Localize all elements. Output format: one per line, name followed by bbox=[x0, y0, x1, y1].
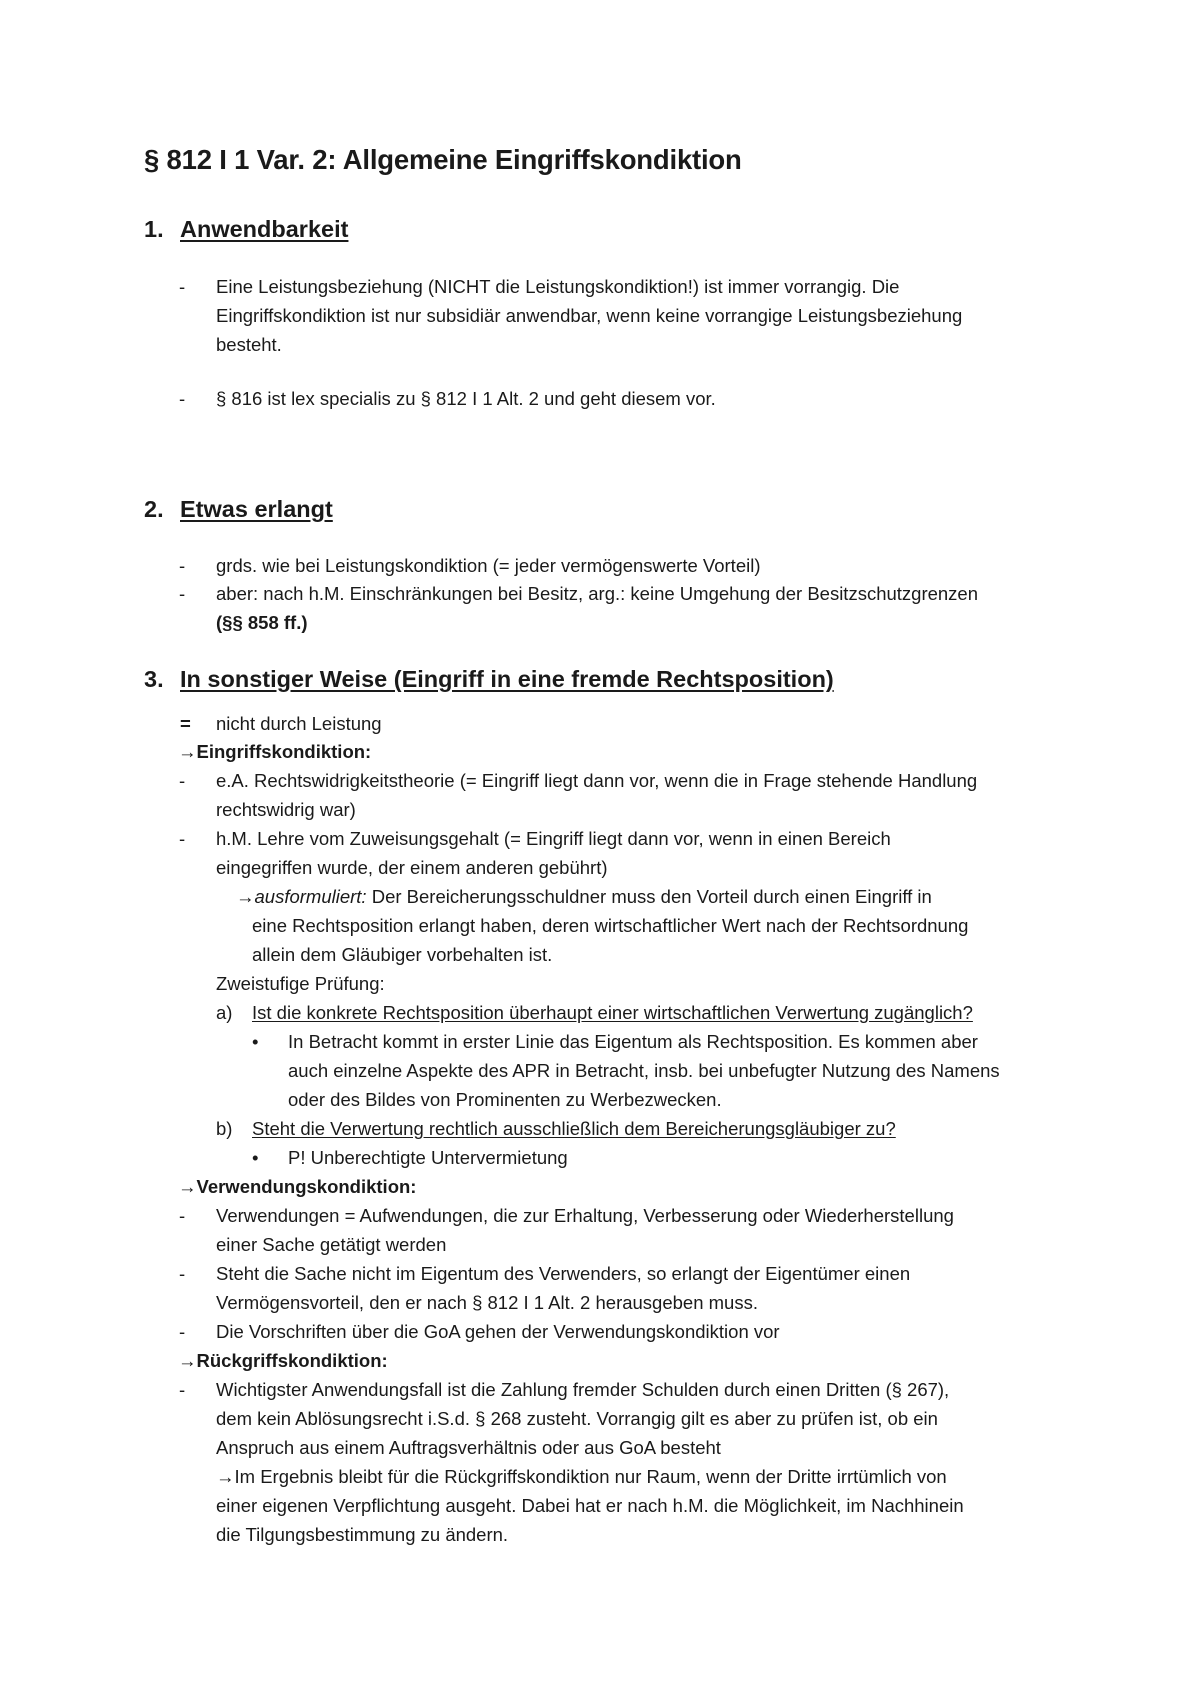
arrow-icon: → bbox=[216, 1466, 235, 1487]
list-item-text: Steht die Sache nicht im Eigentum des Verwenders, so erlangt der Eigentümer einen bbox=[216, 1263, 911, 1284]
list-item-text: Die Vorschriften über die GoA gehen der Verwendungskondiktion vor bbox=[216, 1321, 780, 1342]
list-item-text: (§§ 858 ff.) bbox=[216, 612, 308, 633]
arrow-icon: → bbox=[178, 1350, 197, 1371]
equals-sign: = bbox=[180, 713, 191, 734]
list-item-text: Eine Leistungsbeziehung (NICHT die Leistungskondiktion!) ist immer vorrangig. Die bbox=[216, 276, 900, 297]
list-dash: - bbox=[179, 1205, 186, 1226]
equals-text: nicht durch Leistung bbox=[216, 713, 382, 734]
rueckgriffskondiktion-label: →Rückgriffskondiktion: bbox=[178, 1350, 388, 1371]
list-dash: - bbox=[179, 770, 186, 791]
step-question: Ist die konkrete Rechtsposition überhaupt einer wirtschaftlichen Verwertung zugänglich? bbox=[252, 1002, 973, 1023]
result-text: einer eigenen Verpflichtung ausgeht. Dabei hat er nach h.M. die Möglichkeit, im Nachhinein bbox=[216, 1495, 964, 1516]
arrow-icon: → bbox=[178, 1176, 197, 1197]
list-dash: - bbox=[179, 1263, 186, 1284]
list-item-text: Eingriffskondiktion ist nur subsidiär anwendbar, wenn keine vorrangige Leistungsbeziehung bbox=[216, 305, 963, 326]
list-dash: - bbox=[179, 276, 186, 297]
list-dash: - bbox=[179, 555, 186, 576]
list-item-text: Anspruch aus einem Auftragsverhältnis oder aus GoA besteht bbox=[216, 1437, 721, 1458]
list-item-text: besteht. bbox=[216, 334, 282, 355]
bullet-icon: • bbox=[252, 1147, 259, 1168]
step-letter: a) bbox=[216, 1002, 233, 1023]
eingriffskondiktion-label: →Eingriffskondiktion: bbox=[178, 741, 372, 762]
result-text: die Tilgungsbestimmung zu ändern. bbox=[216, 1524, 509, 1545]
section-title: In sonstiger Weise (Eingriff in eine fremde Rechtsposition) bbox=[180, 666, 834, 692]
step-letter: b) bbox=[216, 1118, 233, 1139]
section-number: 3. bbox=[144, 666, 164, 692]
list-item-text: § 816 ist lex specialis zu § 812 I 1 Alt. 2 und geht diesem vor. bbox=[216, 388, 716, 409]
list-item-text: grds. wie bei Leistungskondiktion (= jeder vermögenswerte Vorteil) bbox=[216, 555, 761, 576]
section-heading-sonstige-weise bbox=[144, 666, 834, 693]
list-dash: - bbox=[179, 1379, 186, 1400]
list-dash: - bbox=[179, 1321, 186, 1342]
list-item-text: eingegriffen wurde, der einem anderen gebührt) bbox=[216, 857, 608, 878]
step-question: Steht die Verwertung rechtlich ausschließlich dem Bereicherungsgläubiger zu? bbox=[252, 1118, 896, 1139]
list-item-text: aber: nach h.M. Einschränkungen bei Besitz, arg.: keine Umgehung der Besitzschutzgrenzen bbox=[216, 583, 979, 604]
section-heading-anwendbarkeit bbox=[144, 216, 348, 243]
list-item-text: dem kein Ablösungsrecht i.S.d. § 268 zusteht. Vorrangig gilt es aber zu prüfen ist, ob ein bbox=[216, 1408, 938, 1429]
bullet-text: oder des Bildes von Prominenten zu Werbezwecken. bbox=[288, 1089, 722, 1110]
section-number: 1. bbox=[144, 216, 164, 242]
list-item-text: Vermögensvorteil, den er nach § 812 I 1 Alt. 2 herausgeben muss. bbox=[216, 1292, 758, 1313]
bullet-text: P! Unberechtigte Untervermietung bbox=[288, 1147, 568, 1168]
ausformuliert-text: eine Rechtsposition erlangt haben, deren wirtschaftlicher Wert nach der Rechtsordnung bbox=[252, 915, 969, 936]
document-title: § 812 I 1 Var. 2: Allgemeine Eingriffskondiktion bbox=[144, 144, 742, 175]
list-item-text: Verwendungen = Aufwendungen, die zur Erhaltung, Verbesserung oder Wiederherstellung bbox=[216, 1205, 954, 1226]
verwendungskondiktion-label: →Verwendungskondiktion: bbox=[178, 1176, 417, 1197]
list-dash: - bbox=[179, 828, 186, 849]
result-line: →Im Ergebnis bleibt für die Rückgriffskondiktion nur Raum, wenn der Dritte irrtümlich von bbox=[216, 1466, 947, 1487]
section-number: 2. bbox=[144, 496, 164, 522]
zweistufig-label: Zweistufige Prüfung: bbox=[216, 973, 385, 994]
arrow-icon: → bbox=[178, 741, 197, 762]
ausformuliert-line: →ausformuliert: Der Bereicherungsschuldner muss den Vorteil durch einen Eingriff in bbox=[236, 886, 932, 907]
list-dash: - bbox=[179, 583, 186, 604]
ausformuliert-label: ausformuliert: bbox=[254, 886, 367, 907]
section-heading-etwas-erlangt bbox=[144, 496, 333, 523]
bullet-text: auch einzelne Aspekte des APR in Betracht, insb. bei unbefugter Nutzung des Namens bbox=[288, 1060, 1000, 1081]
ausformuliert-text: allein dem Gläubiger vorbehalten ist. bbox=[252, 944, 553, 965]
list-item-text: Wichtigster Anwendungsfall ist die Zahlung fremder Schulden durch einen Dritten (§ 267), bbox=[216, 1379, 950, 1400]
arrow-icon: → bbox=[236, 886, 255, 907]
section-title: Etwas erlangt bbox=[180, 496, 333, 522]
list-dash: - bbox=[179, 388, 186, 409]
section-title: Anwendbarkeit bbox=[180, 216, 349, 242]
list-item-text: e.A. Rechtswidrigkeitstheorie (= Eingriff liegt dann vor, wenn die in Frage stehende Handlung bbox=[216, 770, 978, 791]
bullet-text: In Betracht kommt in erster Linie das Eigentum als Rechtsposition. Es kommen aber bbox=[288, 1031, 978, 1052]
bullet-icon: • bbox=[252, 1031, 259, 1052]
list-item-text: rechtswidrig war) bbox=[216, 799, 356, 820]
list-item-text: h.M. Lehre vom Zuweisungsgehalt (= Eingriff liegt dann vor, wenn in einen Bereich bbox=[216, 828, 891, 849]
list-item-text: einer Sache getätigt werden bbox=[216, 1234, 447, 1255]
